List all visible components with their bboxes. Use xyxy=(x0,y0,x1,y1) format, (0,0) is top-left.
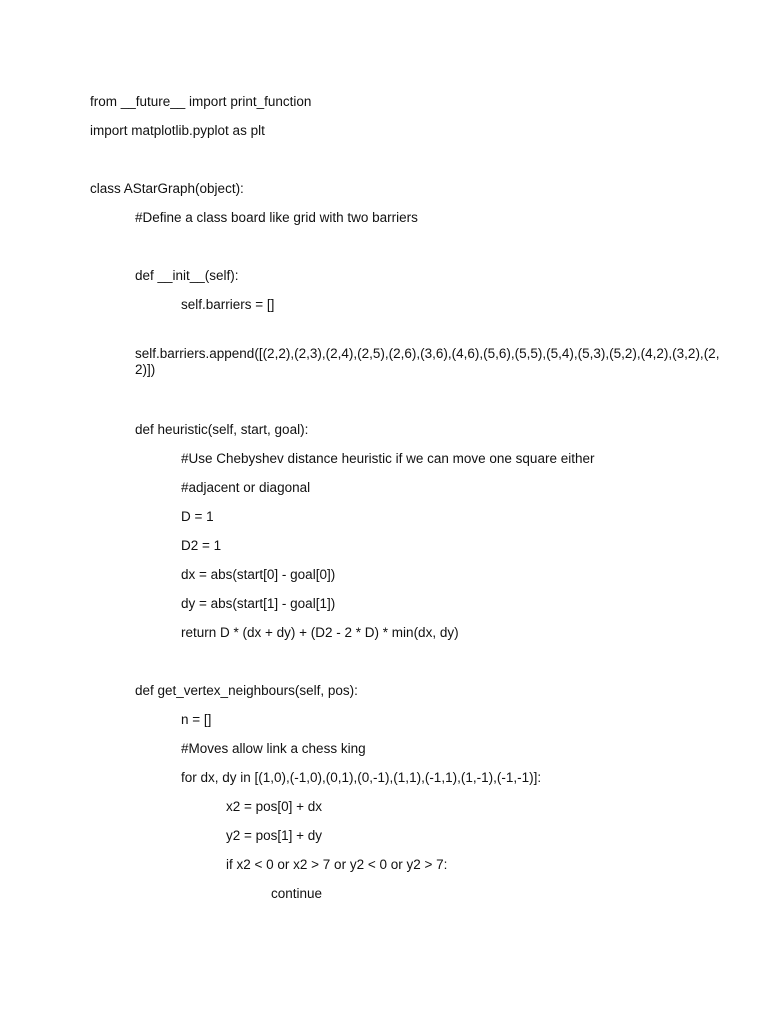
code-line-def-neighbours: def get_vertex_neighbours(self, pos): xyxy=(135,683,358,698)
code-line-comment-moves: #Moves allow link a chess king xyxy=(181,741,366,756)
code-line-def-init: def __init__(self): xyxy=(135,268,239,283)
code-line-y2: y2 = pos[1] + dy xyxy=(226,828,323,843)
code-line-n-init: n = [] xyxy=(181,712,212,727)
code-line-comment-chebyshev: #Use Chebyshev distance heuristic if we can move one square either xyxy=(181,451,595,466)
code-line-d2: D2 = 1 xyxy=(181,538,222,553)
code-line-dx: dx = abs(start[0] - goal[0]) xyxy=(181,567,336,582)
code-line-continue: continue xyxy=(271,886,323,901)
code-line-x2: x2 = pos[0] + dx xyxy=(226,799,323,814)
code-line-barriers-init: self.barriers = [] xyxy=(181,297,275,312)
code-line-return-heuristic: return D * (dx + dy) + (D2 - 2 * D) * min(dx, dy) xyxy=(181,625,459,640)
code-line-def-heuristic: def heuristic(self, start, goal): xyxy=(135,422,309,437)
code-line-comment-board: #Define a class board like grid with two barriers xyxy=(135,210,418,225)
code-line-dy: dy = abs(start[1] - goal[1]) xyxy=(181,596,336,611)
code-line-barriers-append: self.barriers.append([(2,2),(2,3),(2,4),(2,5),(2,6),(3,6),(4,6),(5,6),(5,5),(5,4),(5,3),(5,2),(4,2),(3,2),(2,2)]) xyxy=(135,346,720,377)
code-line-comment-adjacent: #adjacent or diagonal xyxy=(181,480,311,495)
code-line-d: D = 1 xyxy=(181,509,214,524)
code-line-if-bounds: if x2 < 0 or x2 > 7 or y2 < 0 or y2 > 7: xyxy=(226,857,448,872)
code-line-for-loop: for dx, dy in [(1,0),(-1,0),(0,1),(0,-1),(1,1),(-1,1),(1,-1),(-1,-1)]: xyxy=(181,770,542,785)
code-line-import-matplotlib: import matplotlib.pyplot as plt xyxy=(90,123,265,138)
code-line-class-def: class AStarGraph(object): xyxy=(90,181,244,196)
code-line-import-future: from __future__ import print_function xyxy=(90,94,312,109)
